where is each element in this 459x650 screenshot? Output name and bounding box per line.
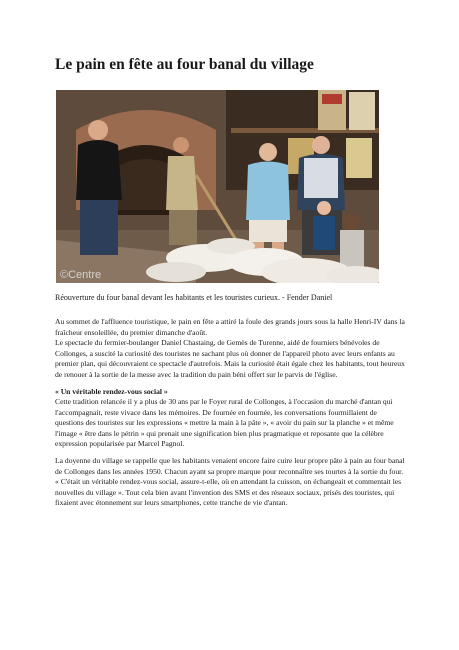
- paragraph-2-text: Le spectacle du fermier-boulanger Daniel Chastaing, de Gemès de Turenne, aidé de fourniers bénévoles de Collonges, a suscité la curiosité des touristes ne sachant plus où donner de l'appareil photo avec leurs enfants au premier plan, qui découvraient ce spectacle d'autrefois. Mais la curiosité était égale chez les habitants, tout heureux de renouer à la sortie de la messe avec la tradition du pain béni offert sur le parvis de l'église.: [55, 338, 405, 379]
- paragraph-intro: Au sommet de l'affluence touristique, le pain en fête a attiré la foule des grands jours sous la halle Henri-IV dans la fraîcheur ensoleillée, du premier dimanche d'août.: [55, 317, 405, 337]
- section-subheading: « Un véritable rendez-vous social »: [55, 386, 168, 396]
- photo-caption: Réouverture du four banal devant les habitants et les touristes curieux. - Fender Daniel: [55, 293, 333, 302]
- paragraph-4: La doyenne du village se rappelle que les habitants venaient encore faire cuire leur propre pâte à pain au four banal de Collonges dans les années 1950. Chacun ayant sa propre marque pour reconnaître ses tourtes à la sortie du four. « C'était un véritable rendez-vous social, assure-t-elle, où en attendant la cuisson, on échangeait et commentait les nouvelles du village ». Tout cela bien avant l'invention des SMS et des réseaux sociaux, prisés des touristes, qui fixaient avec étonnement sur leurs smartphones, cette tranche de vie d'antan.: [55, 456, 405, 507]
- paragraph-3-text: Cette tradition relancée il y a plus de 30 ans par le Foyer rural de Collonges, à l'occasion du marché d'antan qui l'accompagnait, reste vivace dans les mémoires. De fournée en fournée, les conversations fourmillaient de questions des touristes sur les expressions « mettre la main à la pâte », « avoir du pain sur la planche » et même l'image « être dans le pétrin » qui prenait une signification bien plus pragmatique et reposante que la célèbre expression popularisée par Marcel Pagnol.: [55, 397, 394, 448]
- article-title: Le pain en fête au four banal du village: [55, 56, 314, 73]
- photo-watermark: ©Centre: [60, 269, 102, 281]
- paragraph-2: [55, 338, 407, 380]
- article-photo: [56, 90, 379, 283]
- paragraph-3: [55, 387, 407, 450]
- article-body: [55, 317, 407, 515]
